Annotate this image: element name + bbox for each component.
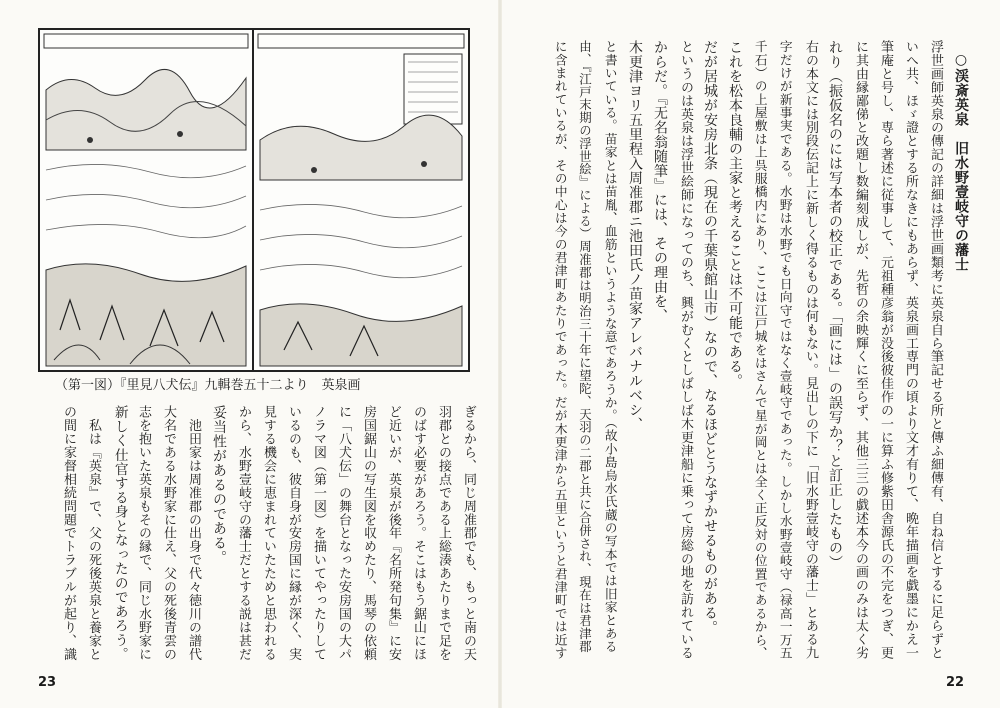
text-column: 字だけが新事実である。水野は水野でも日向守ではなく壹岐守であった。しかし水野壹岐守（禄高一万五 — [777, 40, 793, 660]
text-column: いへ共、ほゞ證とする所なきにもあらず、英泉画工専門の頃より文才有りて、晩年描画を戯墨にかえ一 — [902, 40, 918, 660]
text-column: 妥当性があるのである。 — [211, 405, 227, 565]
panorama-panel-left — [38, 28, 254, 372]
page-number: 23 — [38, 675, 57, 690]
text-column: 筆庵と号し、専ら著述に従事して、元祖種彦翁が没後彼佳作の一に算ふ修紫田舎源氏の不完をつぎ、更 — [877, 40, 893, 660]
panorama-panel-right — [252, 28, 470, 372]
text-column: の間に家督相続問題でトラブルが起り、識 — [60, 405, 76, 662]
text-column: これを松本良輔の主家と考えることは不可能である。 — [727, 40, 743, 388]
text-column: から、水野壹岐守の藩士だとする説は甚だ — [235, 405, 251, 662]
text-column: 見する機会に恵まれていたためと思われる — [260, 405, 276, 662]
text-column: 羽郡との接点である上総湊あたりまで足を — [435, 405, 451, 662]
text-column: 千石）の上屋敷は上呉服橋内にあり、ここは江戸城をはさんで星が岡とは全く正反対の位置であるから、 — [752, 40, 768, 660]
text-column: 木更津ヨリ五里程入周准郡ニ池田氏ノ苗家アレバナルベシ、 — [627, 40, 643, 432]
text-column: だが居城が安房北条（現在の千葉県館山市）なので、なるほどとうなずかせるものがある。 — [702, 40, 718, 635]
text-column: 浮世画師英泉の傳記の詳細は浮世画類考に英泉自ら筆記せる所と傳ふ細傳有、自ね信とするに足らずと — [927, 40, 943, 660]
text-column: 房国鋸山の写生図を収めたり、馬琴の依頼 — [360, 405, 376, 662]
panorama-figure — [38, 28, 466, 368]
text-column: 由、『江戸末期の浮世絵』による）周准郡は明治三十年に望陀、天羽の二郡と共に合併され、現在は君津郡 — [577, 40, 593, 653]
page-number: 22 — [946, 675, 965, 690]
text-column: 私は『英泉』で、父の死後英泉と養家と — [85, 405, 101, 662]
text-column: 大名である水野家に仕え、父の死後青雲の — [160, 405, 176, 662]
text-column: に含まれているが、その中心は今の君津町あたりであった。だが木更津から五里というと君津町では近す — [552, 40, 568, 660]
text-column: ノラマ図（第一図）を描いてやったりして — [310, 405, 326, 662]
section-heading: ○渓斎英泉 旧水野壹岐守の藩士 — [953, 52, 969, 272]
right-page — [500, 0, 1000, 708]
text-column: 新しく仕官する身となったのであろう。 — [111, 405, 128, 662]
figure-caption: （第一図）『里見八犬伝』九輯巻五十二より 英泉画 — [55, 378, 361, 393]
text-column: れり（振仮名のには写本者の校正である。「画には」の誤写か？と訂正したもの） — [827, 40, 843, 570]
text-column: ど近いが、英泉が後年『名所発句集』に安 — [385, 405, 401, 662]
text-column: 右の本文には別段伝記上に新しく得るものは何もない。見出しの下に「旧水野壹岐守の藩士」とある九 — [802, 40, 818, 660]
text-column: 池田家は周准郡の出身で代々徳川の譜代 — [185, 405, 201, 662]
text-column: 志を抱いた英泉もその縁で、同じ水野家に — [135, 405, 151, 662]
text-column: いるのも、彼自身が安房国に縁が深く、実 — [285, 405, 301, 662]
text-column: からだ。『无名翁随筆』には、その理由を、 — [652, 40, 668, 323]
text-column: というのは英泉は浮世絵師になってのち、興がむくとしばしば木更津船に乗って房総の地を訪れている — [677, 40, 693, 660]
text-column: のばす必要があろう。そこはもう鋸山にほ — [410, 405, 426, 662]
text-column: に「八犬伝」の舞台となった安房国の大パ — [335, 405, 351, 662]
text-column: ぎるから、同じ周准郡でも、もっと南の天 — [460, 405, 476, 662]
text-column: と書いている。苗家とは苗胤、血筋というような意であろうか。（故小島烏水氏蔵の写本では旧家とある — [602, 40, 618, 654]
text-column: に其由縁鄙俤と改題し数編刻成しが、先哲の余映輝くに至らず、其他三三の戯述本今の画のみは太く劣 — [852, 40, 868, 660]
